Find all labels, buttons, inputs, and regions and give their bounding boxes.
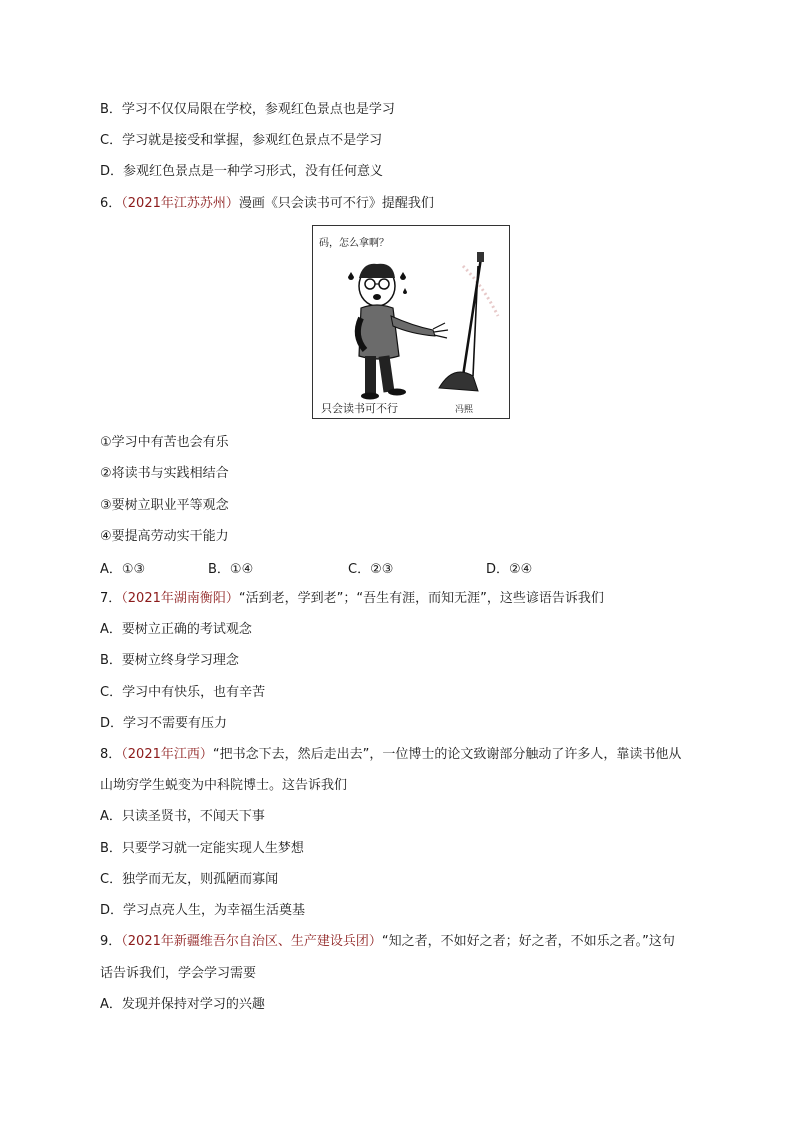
q7-stem-text: “活到老，学到老”；“吾生有涯，而知无涯”，这些谚语告诉我们	[238, 591, 604, 606]
cartoon-caption: 只会读书可不行	[321, 402, 398, 415]
q6-option-b: B．①④	[208, 562, 254, 577]
q9-number: 9．	[100, 934, 122, 949]
q8-stem-line2: 山坳穷学生蜕变为中科院博士。这告诉我们	[100, 778, 348, 793]
q8-stem	[100, 746, 681, 764]
q5-option-b: B．学习不仅仅局限在学校，参观红色景点也是学习	[100, 102, 395, 117]
q7-option-b: B．要树立终身学习理念	[100, 653, 239, 668]
q6-options	[100, 561, 700, 579]
q7-source: （2021年湖南衡阳）	[121, 591, 239, 606]
q8-option-c: C．独学而无友，则孤陋而寡闻	[100, 872, 279, 887]
q8-option-d: D．学习点亮人生，为幸福生活奠基	[100, 903, 306, 918]
q6-statement-1: ①学习中有苦也会有乐	[100, 435, 229, 450]
q8-source: （2021年江西）	[121, 747, 213, 762]
q6-statement-3: ③要树立职业平等观念	[100, 498, 229, 513]
q6-source: （2021年江苏苏州）	[121, 196, 239, 211]
q7-option-c: C．学习中有快乐，也有辛苦	[100, 685, 266, 700]
q6-statement-4: ④要提高劳动实干能力	[100, 529, 229, 544]
q9-stem-line1: “知之者，不如好之者；好之者，不如乐之者。”这句	[381, 934, 675, 949]
q8-option-a: A．只读圣贤书，不闻天下事	[100, 809, 265, 824]
q9-stem-line2: 话告诉我们，学会学习需要	[100, 966, 257, 981]
q8-number: 8．	[100, 747, 122, 762]
cartoon-signature: 冯熙	[455, 405, 474, 415]
q7-stem	[100, 590, 604, 608]
q8-stem-line1: “把书念下去，然后走出去”，一位博士的论文致谢部分触动了许多人，靠读书他从	[212, 747, 682, 762]
q5-option-d: D．参观红色景点是一种学习形式，没有任何意义	[100, 164, 384, 179]
q6-number: 6．	[100, 196, 122, 211]
q6-stem	[100, 195, 434, 213]
q6-option-a: A．①③	[100, 562, 146, 577]
cartoon-speech: 码，怎么拿啊？	[319, 238, 389, 249]
q7-option-d: D．学习不需要有压力	[100, 716, 228, 731]
q9-stem	[100, 933, 675, 951]
q7-number: 7．	[100, 591, 122, 606]
q9-source: （2021年新疆维吾尔自治区、生产建设兵团）	[121, 934, 382, 949]
q6-stem-text: 漫画《只会读书可不行》提醒我们	[238, 196, 434, 211]
q6-option-d: D．②④	[486, 562, 533, 577]
cartoon-image	[312, 225, 510, 419]
q7-option-a: A．要树立正确的考试观念	[100, 622, 252, 637]
q6-option-c: C．②③	[348, 562, 394, 577]
q5-option-c: C．学习就是接受和掌握，参观红色景点不是学习	[100, 133, 383, 148]
q9-option-a: A．发现并保持对学习的兴趣	[100, 997, 265, 1012]
cartoon-drawing	[313, 226, 511, 420]
q8-option-b: B．只要学习就一定能实现人生梦想	[100, 841, 304, 856]
q6-statement-2: ②将读书与实践相结合	[100, 466, 229, 481]
